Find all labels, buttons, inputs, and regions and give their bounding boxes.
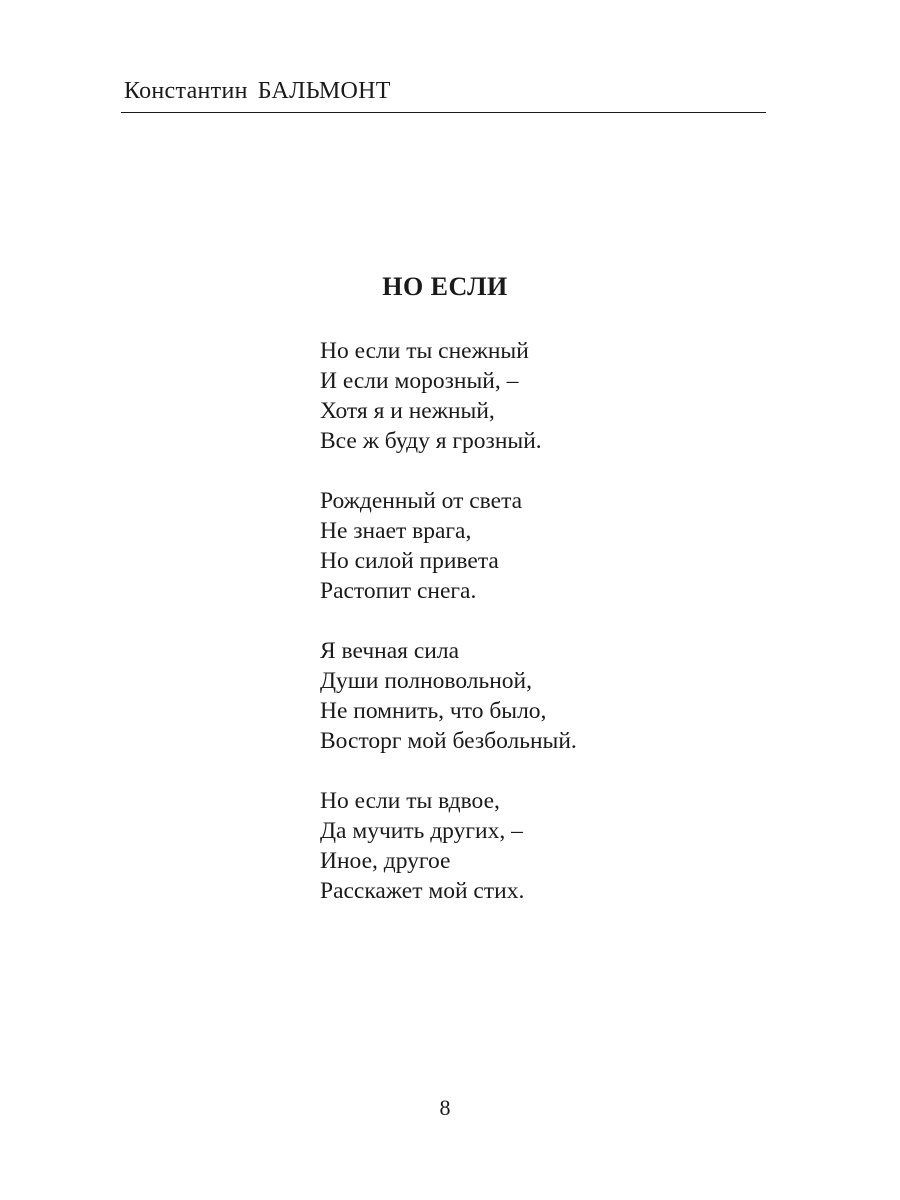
poem-line: Растопит снега.: [320, 578, 477, 604]
poem-line: Все ж буду я грозный.: [320, 428, 542, 454]
stanza-1: [320, 336, 577, 456]
poem-line: Но если ты вдвое,: [320, 788, 500, 814]
stanza-4: [320, 786, 577, 906]
header-rule: [121, 112, 766, 113]
poem-line: Рожденный от света: [320, 488, 523, 514]
poem-body: [320, 336, 577, 936]
poem-line: Да мучить других, –: [320, 818, 523, 844]
poem-line: Но силой привета: [320, 548, 499, 574]
poem-line: Хотя я и нежный,: [320, 398, 495, 424]
poem-line: Души полновольной,: [320, 668, 532, 694]
page-number: 8: [439, 1095, 451, 1120]
poem-line: И если морозный, –: [320, 368, 519, 394]
author-first-name: Константин: [124, 78, 248, 104]
author-last-name: БАЛЬМОНТ: [257, 78, 391, 104]
poem-line: Но если ты снежный: [320, 338, 529, 364]
poem-line: Иное, другое: [320, 848, 451, 874]
poem-line: Не помнить, что было,: [320, 698, 547, 724]
running-header: [124, 78, 391, 105]
poem-line: Я вечная сила: [320, 638, 460, 664]
poem-title: НО ЕСЛИ: [382, 272, 508, 301]
stanza-3: [320, 636, 577, 756]
poem-line: Не знает врага,: [320, 518, 472, 544]
stanza-2: [320, 486, 577, 606]
poem-line: Расскажет мой стих.: [320, 878, 525, 904]
poem-line: Восторг мой безбольный.: [320, 728, 577, 754]
